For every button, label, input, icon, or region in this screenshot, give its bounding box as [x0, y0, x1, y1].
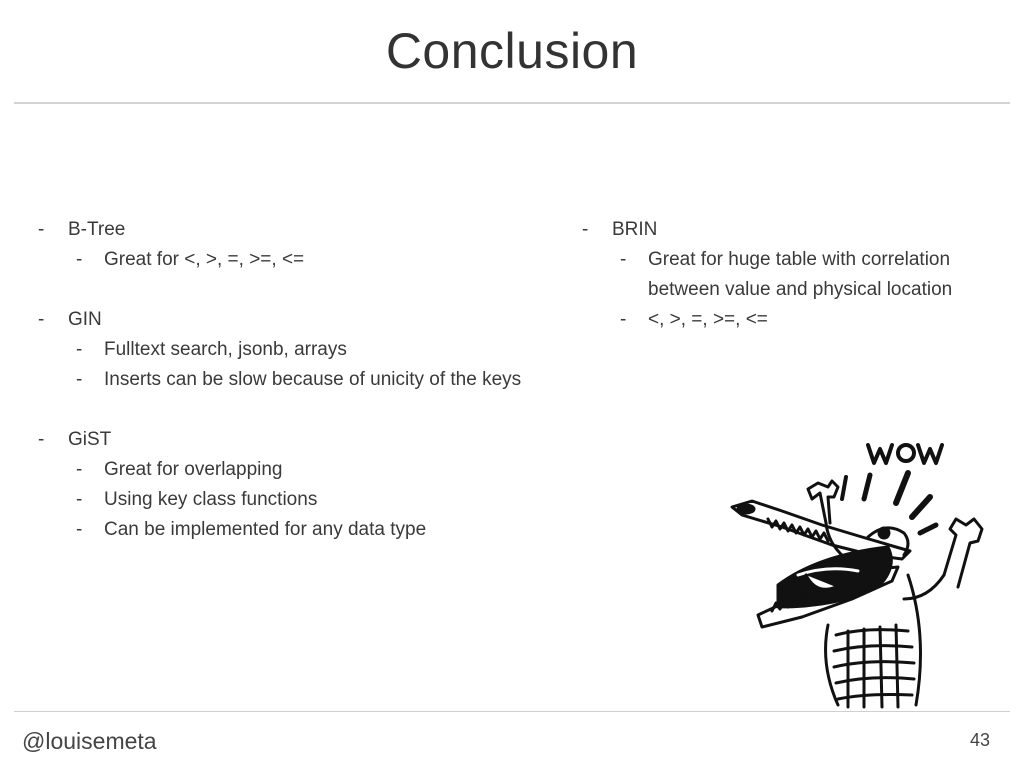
- sub-item: [38, 335, 568, 365]
- list-item-gin: [38, 305, 568, 335]
- footer-divider: [14, 711, 1010, 712]
- author-handle: @louisemeta: [22, 728, 157, 754]
- bullet-dash: -: [76, 249, 83, 270]
- right-column: [582, 215, 1012, 335]
- sub-item-text: Fulltext search, jsonb, arrays: [104, 339, 347, 360]
- sub-item: [582, 305, 1012, 335]
- sub-item-text: Can be implemented for any data type: [104, 519, 427, 540]
- page-number: 43: [969, 730, 990, 750]
- list-item-gist: [38, 425, 568, 455]
- bullet-dash: -: [38, 429, 45, 450]
- bullet-dash: -: [582, 219, 589, 240]
- sub-item: [38, 365, 568, 395]
- bullet-dash: -: [76, 519, 83, 540]
- bullet-dash: -: [620, 249, 627, 270]
- section-heading-gin: GIN: [68, 309, 102, 330]
- title-divider: [14, 102, 1010, 104]
- sub-item-text: Great for huge table with correlation between value and physical location: [648, 249, 953, 300]
- sub-item: [582, 245, 1012, 305]
- sub-item-text: Using key class functions: [104, 489, 318, 510]
- list-item-btree: [38, 215, 568, 245]
- bullet-dash: -: [620, 309, 627, 330]
- bullet-dash: -: [38, 309, 45, 330]
- sub-item: [38, 515, 568, 545]
- list-item-brin: [582, 215, 1012, 245]
- sub-item-text: <, >, =, >=, <=: [648, 309, 768, 330]
- bullet-dash: -: [76, 339, 83, 360]
- sub-item: [38, 485, 568, 515]
- sub-item-text: Great for <, >, =, >=, <=: [104, 249, 305, 270]
- section-heading-btree: B-Tree: [68, 219, 126, 240]
- slide-title: Conclusion: [385, 23, 639, 79]
- bullet-dash: -: [76, 459, 83, 480]
- bullet-dash: -: [76, 369, 83, 390]
- sub-item: [38, 455, 568, 485]
- section-heading-brin: BRIN: [612, 219, 658, 240]
- sub-item: [38, 245, 568, 275]
- bullet-dash: -: [76, 489, 83, 510]
- section-heading-gist: GiST: [68, 429, 112, 450]
- crocodile-illustration-icon: [718, 425, 1008, 715]
- sub-item-text: Great for overlapping: [104, 459, 283, 480]
- left-column: [38, 215, 568, 545]
- sub-item-text: Inserts can be slow because of unicity of the keys: [104, 369, 522, 390]
- bullet-dash: -: [38, 219, 45, 240]
